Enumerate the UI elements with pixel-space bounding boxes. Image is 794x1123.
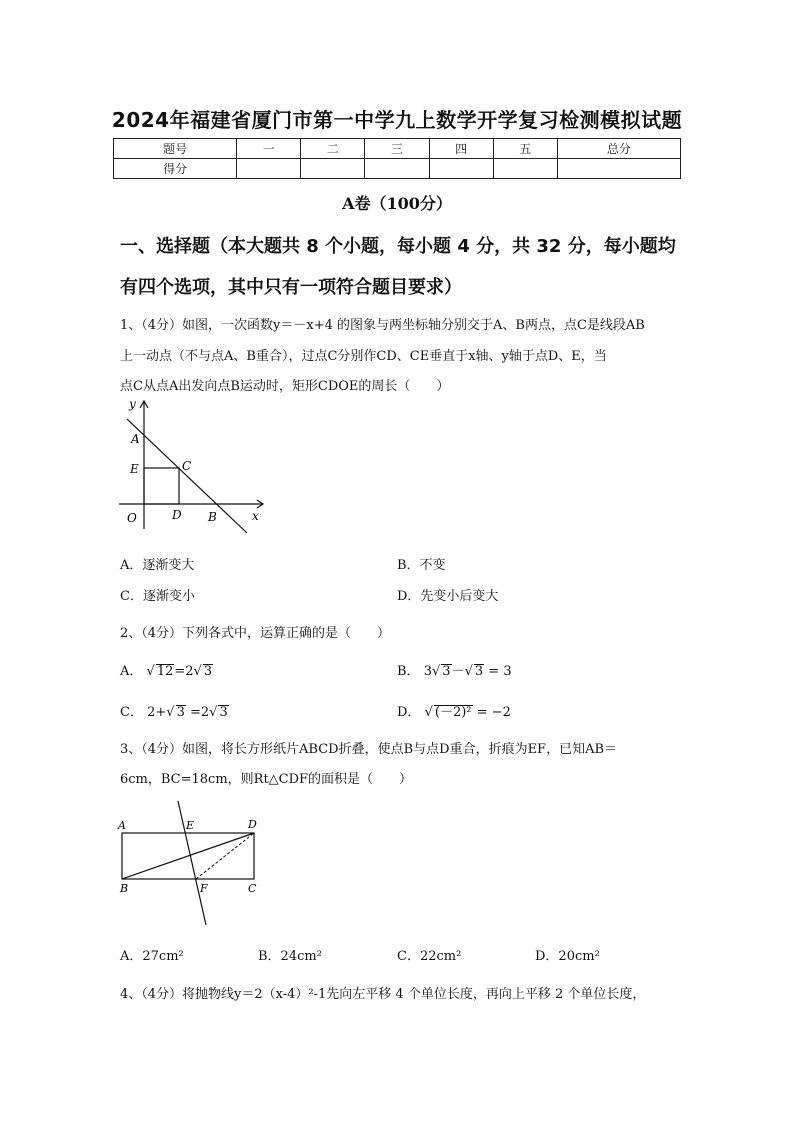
line-ab — [127, 419, 247, 533]
option-letter: D． — [397, 705, 421, 720]
score-cell — [429, 159, 493, 179]
q1-option-a[interactable]: A．逐渐变大 — [120, 558, 195, 573]
score-cell — [365, 159, 429, 179]
score-header-cell: 一 — [237, 139, 301, 159]
q2-option-d[interactable] — [397, 701, 511, 720]
label-c: C — [248, 882, 257, 895]
q3-option-b[interactable]: B．24cm² — [258, 949, 322, 964]
q1-option-d[interactable]: D．先变小后变大 — [397, 589, 499, 604]
q3-stem-line2: 6cm，BC=18cm，则Rt△CDF的面积是（ ） — [120, 772, 413, 787]
math-text: =2 — [185, 705, 210, 720]
q2-option-a[interactable] — [120, 660, 213, 679]
q1-figure — [115, 395, 275, 535]
score-header-cell: 总分 — [557, 139, 680, 159]
radicand: (－2)² — [434, 705, 472, 720]
score-cell — [301, 159, 365, 179]
math-text: 3 — [423, 664, 432, 679]
q1-option-b[interactable]: B．不变 — [397, 558, 446, 573]
rectangle-cdoe — [144, 468, 179, 504]
q3-option-d[interactable]: D．20cm² — [535, 949, 600, 964]
option-letter: A． — [120, 664, 143, 679]
score-table-score-row — [114, 159, 681, 179]
math-text: 2+ — [147, 705, 167, 720]
sqrt-sign: √ — [424, 705, 433, 720]
label-a: A — [118, 819, 126, 832]
q3-option-c[interactable]: C．22cm² — [397, 949, 462, 964]
math-text: = 3 — [484, 664, 512, 679]
sqrt-sign: √ — [209, 705, 218, 720]
sqrt-sign: √ — [431, 664, 441, 679]
q3-stem-line1: 3、（4分）如图，将长方形纸片ABCD折叠，使点B与点D重合，折痕为EF，已知AB＝ — [120, 742, 618, 757]
label-e: E — [186, 819, 195, 832]
score-header-cell: 五 — [493, 139, 557, 159]
q2-option-c[interactable] — [120, 701, 229, 720]
radicand: 3 — [203, 664, 213, 679]
part1-heading-line2: 有四个选项，其中只有一项符合题目要求） — [120, 277, 462, 298]
radicand: 3 — [176, 705, 185, 720]
option-letter: C． — [120, 705, 143, 720]
score-header-cell: 三 — [365, 139, 429, 159]
label-b: B — [120, 882, 129, 895]
q1-stem-line2: 上一动点（不与点A、B重合），过点C分别作CD、CE垂直于x轴、y轴于点D、E，当 — [120, 349, 607, 364]
label-f: F — [200, 882, 208, 895]
label-e: E — [130, 462, 139, 476]
math-text: － — [451, 664, 465, 679]
radicand: 3 — [474, 664, 484, 679]
section-a-heading: A卷（100分） — [342, 194, 452, 213]
segment-df — [196, 833, 254, 879]
label-d: D — [172, 508, 182, 522]
radicand: 3 — [219, 705, 228, 720]
label-c: C — [182, 459, 192, 473]
diagonal-bd — [122, 833, 254, 879]
score-cell — [557, 159, 680, 179]
q3-option-a[interactable]: A．27cm² — [120, 949, 184, 964]
q3-figure — [110, 795, 280, 930]
score-header-cell: 题号 — [114, 139, 237, 159]
page-title: 2024年福建省厦门市第一中学九上数学开学复习检测模拟试题 — [111, 108, 683, 132]
label-b: B — [208, 510, 217, 524]
label-a: A — [131, 432, 140, 446]
sqrt-sign: √ — [464, 664, 473, 679]
radicand: 12 — [156, 664, 174, 679]
score-table — [113, 138, 681, 179]
label-d: D — [248, 818, 257, 831]
score-cell — [237, 159, 301, 179]
score-row-label: 得分 — [114, 159, 237, 179]
score-cell — [493, 159, 557, 179]
q1-stem-line1: 1、（4分）如图，一次函数y＝－x+4 的图象与两坐标轴分别交于A、B两点，点C是线段AB — [120, 318, 645, 333]
sqrt-sign: √ — [166, 705, 175, 720]
option-letter: B． — [397, 664, 420, 679]
score-header-cell: 二 — [301, 139, 365, 159]
part1-heading-line1: 一、选择题（本大题共 8 个小题，每小题 4 分，共 32 分，每小题均 — [120, 236, 676, 257]
score-table-header-row — [114, 139, 681, 159]
score-header-cell: 四 — [429, 139, 493, 159]
q1-stem-line3: 点C从点A出发向点B运动时，矩形CDOE的周长（ ） — [120, 379, 450, 394]
label-x: x — [252, 509, 259, 523]
label-y: y — [129, 397, 136, 411]
sqrt-sign: √ — [193, 664, 202, 679]
math-text: = −2 — [472, 705, 511, 720]
q4-stem-line1: 4、（4分）将抛物线y＝2（x-4）²-1先向左平移 4 个单位长度，再向上平移 2 个单位长度， — [120, 987, 646, 1002]
sqrt-sign: √ — [146, 664, 155, 679]
q2-stem: 2、（4分）下列各式中，运算正确的是（ ） — [120, 626, 391, 641]
label-o: O — [127, 511, 137, 525]
q1-option-c[interactable]: C．逐渐变小 — [120, 589, 195, 604]
q2-option-b[interactable] — [397, 660, 512, 679]
math-text: =2 — [174, 664, 194, 679]
radicand: 3 — [442, 664, 451, 679]
